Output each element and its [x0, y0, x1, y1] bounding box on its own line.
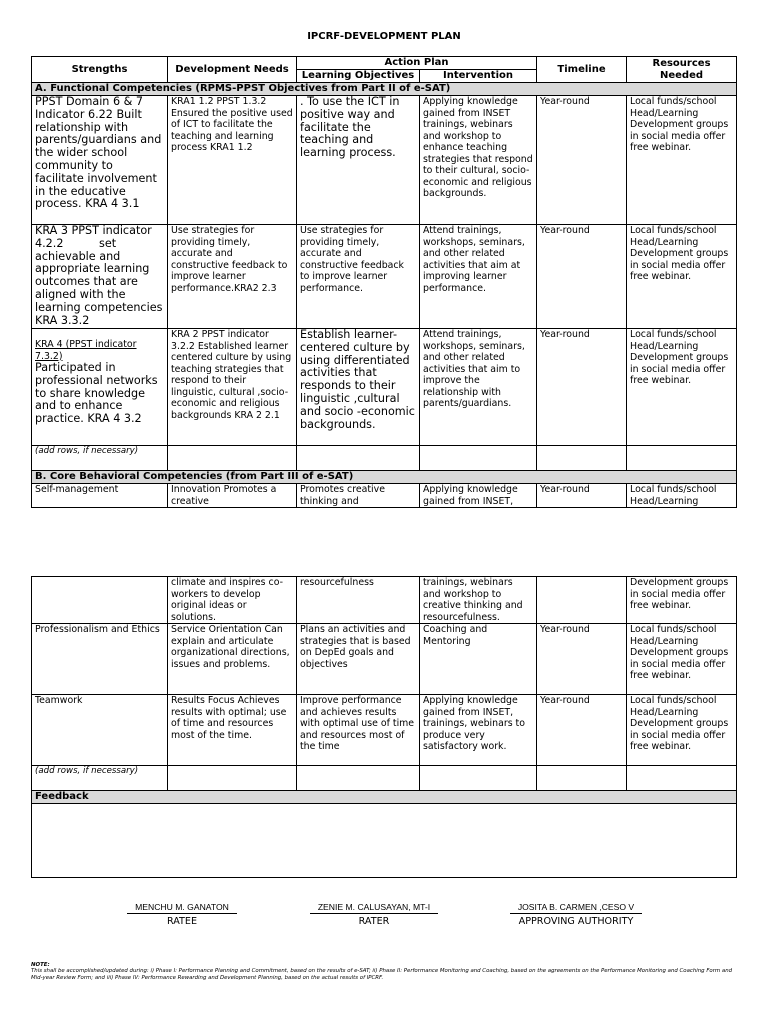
- note-text: This shall be accomplished/updated during: i) Phase I: Performance Planning and Commitment, based on the results of e-SAT; ii) Phase II: Performance Monitoring and Coaching, based on the agreements on the Performance Monitoring and Coaching Form and Mid-year Review Form; and iii) Phase IV: Performance Rewarding and Development Planning, based on the actual results of IPCRF.: [31, 968, 733, 981]
- resources-cell: Local funds/school Head/Learning Development groups in social media offer free webinar.: [627, 96, 737, 225]
- header-learning-objectives: Learning Objectives: [297, 70, 420, 83]
- strength-text: Participated in professional networks to share knowledge and to enhance practice. KRA 4 3.2: [35, 361, 158, 426]
- feedback-title: Feedback: [32, 791, 737, 804]
- header-intervention: Intervention: [420, 70, 537, 83]
- intervention-cell: Attend trainings, workshops, seminars, and other related activities that aim to improve the relationship with parents/guardians.: [420, 329, 537, 446]
- strength-cell: PPST Domain 6 & 7 Indicator 6.22 Built relationship with parents/guardians and the wider school community to facilitate involvement in the educative process. KRA 4 3.1: [32, 96, 168, 225]
- resources-cell: Local funds/school Head/Learning Development groups in social media offer free webinar.: [627, 624, 737, 695]
- learning-objective-cell: resourcefulness: [297, 577, 420, 624]
- header-strengths: Strengths: [32, 57, 168, 83]
- intervention-cell: Applying knowledge gained from INSET trainings, webinars and workshop to enhance teaching strategies that respond to their cultural, socio-economic and religious backgrounds.: [420, 96, 537, 225]
- add-rows-note: (add rows, if necessary): [32, 446, 168, 471]
- learning-objective-cell: Establish learner-centered culture by using differentiated activities that responds to their linguistic ,cultural and socio -economic backgrounds.: [297, 329, 420, 446]
- development-plan-table-page-1: [31, 56, 737, 508]
- table-row: [32, 766, 737, 791]
- development-need-cell: climate and inspires co-workers to develop original ideas or solutions.: [168, 577, 297, 624]
- empty-cell: [627, 766, 737, 791]
- header-resources-needed: Resources Needed: [627, 57, 737, 83]
- intervention-cell: Applying knowledge gained from INSET, trainings, webinars to produce very satisfactory work.: [420, 695, 537, 766]
- header-development-needs: Development Needs: [168, 57, 297, 83]
- intervention-cell: Coaching and Mentoring: [420, 624, 537, 695]
- development-need-cell: KRA1 1.2 PPST 1.3.2 Ensured the positive used of ICT to facilitate the teaching and learning process KRA1 1.2: [168, 96, 297, 225]
- table-row: [32, 577, 737, 624]
- empty-cell: [537, 446, 627, 471]
- strength-cell: Teamwork: [32, 695, 168, 766]
- learning-objective-cell: Improve performance and achieves results with optimal use of time and resources most of the time: [297, 695, 420, 766]
- strength-cell: [32, 577, 168, 624]
- intervention-cell: Applying knowledge gained from INSET,: [420, 484, 537, 508]
- timeline-cell: Year-round: [537, 695, 627, 766]
- development-need-cell: Innovation Promotes a creative: [168, 484, 297, 508]
- development-need-cell: Service Orientation Can explain and articulate organizational directions, issues and problems.: [168, 624, 297, 695]
- empty-cell: [297, 766, 420, 791]
- empty-cell: [537, 766, 627, 791]
- note-title: NOTE:: [31, 962, 50, 968]
- development-need-cell: KRA 2 PPST indicator 3.2.2 Established learner centered culture by using teaching strategies that respond to their linguistic, cultural ,socio-economic and religious backgrounds KRA 2 2.1: [168, 329, 297, 446]
- approving-authority-role: APPROVING AUTHORITY: [518, 916, 634, 927]
- resources-cell: Local funds/school Head/Learning Development groups in social media offer free webinar.: [627, 225, 737, 329]
- timeline-cell: Year-round: [537, 624, 627, 695]
- add-rows-note: (add rows, if necessary): [32, 766, 168, 791]
- strength-cell: Self-management: [32, 484, 168, 508]
- timeline-cell: Year-round: [537, 484, 627, 508]
- feedback-box: [32, 804, 737, 878]
- empty-cell: [168, 766, 297, 791]
- signature-approving-authority: [502, 902, 650, 927]
- timeline-cell: [537, 577, 627, 624]
- empty-cell: [168, 446, 297, 471]
- empty-cell: [297, 446, 420, 471]
- empty-cell: [420, 446, 537, 471]
- table-row: [32, 695, 737, 766]
- section-a-title: A. Functional Competencies (RPMS-PPST Objectives from Part II of e-SAT): [32, 83, 737, 96]
- signature-rater: [306, 902, 442, 927]
- resources-cell: Local funds/school Head/Learning: [627, 484, 737, 508]
- table-row: [32, 225, 737, 329]
- intervention-cell: trainings, webinars and workshop to creative thinking and resourcefulness.: [420, 577, 537, 624]
- table-row: [32, 484, 737, 508]
- document-title: IPCRF-DEVELOPMENT PLAN: [307, 31, 461, 42]
- strength-indicator-link: KRA 4 (PPST indicator 7.3.2): [35, 339, 137, 362]
- rater-name: ZENIE M. CALUSAYAN, MT-I: [310, 902, 438, 914]
- header-timeline: Timeline: [537, 57, 627, 83]
- empty-cell: [627, 446, 737, 471]
- timeline-cell: Year-round: [537, 329, 627, 446]
- approving-authority-name: JOSITA B. CARMEN ,CESO V: [510, 902, 642, 914]
- table-row: [32, 329, 737, 446]
- timeline-cell: Year-round: [537, 225, 627, 329]
- rater-role: RATER: [358, 916, 390, 927]
- strength-cell: Professionalism and Ethics: [32, 624, 168, 695]
- learning-objective-cell: Use strategies for providing timely, accurate and constructive feedback to improve learner performance.: [297, 225, 420, 329]
- header-action-plan: Action Plan: [297, 57, 537, 70]
- timeline-cell: Year-round: [537, 96, 627, 225]
- table-row: [32, 624, 737, 695]
- strength-cell: [32, 329, 168, 446]
- intervention-cell: Attend trainings, workshops, seminars, and other related activities that aim at improving learner performance.: [420, 225, 537, 329]
- development-need-cell: Results Focus Achieves results with optimal; use of time and resources most of the time.: [168, 695, 297, 766]
- section-b-title: B. Core Behavioral Competencies (from Part III of e-SAT): [32, 471, 737, 484]
- footnote: [31, 962, 736, 981]
- table-row: [32, 446, 737, 471]
- learning-objective-cell: Promotes creative thinking and: [297, 484, 420, 508]
- learning-objective-cell: . To use the ICT in positive way and facilitate the teaching and learning process.: [297, 96, 420, 225]
- strength-cell: KRA 3 PPST indicator 4.2.2 set achievable and appropriate learning outcomes that are aligned with the learning competencies KRA 3.3.2: [32, 225, 168, 329]
- ratee-name: MENCHU M. GANATON: [127, 902, 237, 914]
- development-plan-table-page-2: [31, 576, 737, 878]
- resources-cell: Development groups in social media offer free webinar.: [627, 577, 737, 624]
- empty-cell: [420, 766, 537, 791]
- development-need-cell: Use strategies for providing timely, accurate and constructive feedback to improve learner performance.KRA2 2.3: [168, 225, 297, 329]
- signature-ratee: [118, 902, 246, 927]
- ratee-role: RATEE: [166, 916, 198, 927]
- learning-objective-cell: Plans an activities and strategies that is based on DepEd goals and objectives: [297, 624, 420, 695]
- resources-cell: Local funds/school Head/Learning Development groups in social media offer free webinar.: [627, 329, 737, 446]
- table-row: [32, 96, 737, 225]
- resources-cell: Local funds/school Head/Learning Development groups in social media offer free webinar.: [627, 695, 737, 766]
